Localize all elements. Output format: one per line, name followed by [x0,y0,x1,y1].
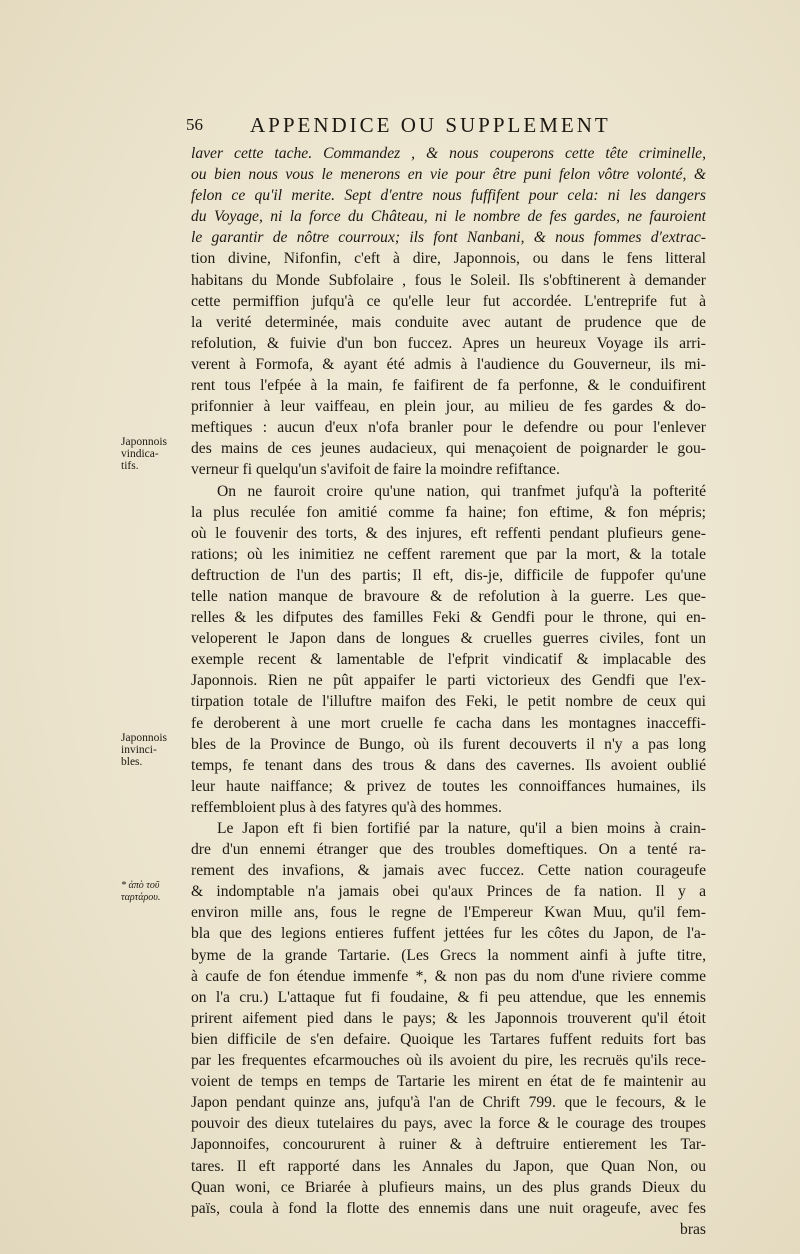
text-line: dre d'un ennemi étranger que des troubles domeftiques. On a tenté ra- [191,841,706,859]
text-line: refolution, & fuivie d'un bon fuccez. Apres un heureux Voyage ils arri- [191,334,706,352]
margin-note-line: Japonnois [121,436,167,448]
text-line: byme de la grande Tartarie. (Les Grecs la nomment ainfi à jufte titre, [191,946,706,964]
margin-note-line: Japonnois [121,732,167,744]
margin-note-footnote [121,880,187,904]
text-line: Japonnoifes, concoururent à ruiner & à deftruire entierement les Tar- [191,1136,706,1154]
text-line: felon ce qu'il merite. Sept d'entre nous fuffifent pour cela: ni les dangers [191,187,706,205]
text-line: bien difficile de s'en defaire. Quoique les Tartares fuffent reduits fort bas [191,1030,706,1048]
text-line: telle nation manque de bravoure & de refolution à la guerre. Les que- [191,587,706,605]
page-number: 56 [186,115,203,134]
page-header [186,113,706,139]
text-line: meftiques : aucun d'eux n'ofa branler pour le defendre ou pour l'enlever [191,419,706,437]
text-line: on l'a cru.) L'attaque fut fi foudaine, & fi peu attendue, que les ennemis [191,988,706,1006]
text-line: verent à Formofa, & ayant été admis à l'audience du Gouverneur, ils mi- [191,355,706,373]
text-line: à caufe de fon étendue immenfe *, & non pas du nom d'une riviere comme [191,967,706,985]
margin-note-invincibles [121,732,187,768]
text-line: tion divine, Nifonfin, c'eft à dire, Japonnois, ou dans le fens litteral [191,250,706,268]
text-line: Japon pendant quinze ans, jufqu'à l'an de Chrift 799. que le fecours, & le [191,1094,706,1112]
text-line: pouvoir des dieux tutelaires du pays, avec la force & le courage des troupes [191,1115,706,1133]
text-line: où le fouvenir des torts, & des injures, eft reffenti pendant plufieurs gene- [191,524,706,542]
text-line: le garantir de nôtre courroux; ils font Nanbani, & nous fommes d'extrac- [191,229,706,247]
text-line: la verité determinée, mais conduite avec autant de prudence que de [191,313,706,331]
margin-note-line: invinci- [121,744,157,756]
text-line: ou bien nous vous le menerons en vie pour être puni felon vôtre volonté, & [191,166,706,184]
text-line: On ne fauroit croire qu'une nation, qui tranfmet jufqu'à la pofterité [217,482,706,500]
text-line: veloperent le Japon dans de longues & cruelles guerres civiles, font un [191,630,706,648]
text-line: rations; où les inimitiez ne ceffent rarement que par la mort, & la totale [191,545,706,563]
margin-note-line: * ἀπὸ τοῦ [121,880,160,891]
text-line: verneur fi quelqu'un s'avifoit de faire la moindre refiftance. [191,461,560,479]
text-line: par les frequentes efcarmouches où ils avoient du pire, les recruës qu'ils rece- [191,1052,706,1070]
text-line: des mains de ces jeunes audacieux, qui menaçoient de poignarder le gou- [191,440,706,458]
margin-note-vindicatifs [121,436,187,472]
text-line: deftruction de l'un des partis; Il eft, dis-je, difficile de fuppofer qu'une [191,566,706,584]
text-line: Le Japon eft fi bien fortifié par la nature, qu'il a bien moins à crain- [217,820,706,837]
running-head: APPENDICE OU SUPPLEMENT [250,113,611,137]
margin-note-line: tifs. [121,460,139,472]
margin-note-line: vindica- [121,448,159,460]
text-line: habitans du Monde Subfolaire , fous le Soleil. Ils s'obftinerent à demander [191,271,706,289]
text-line: tirpation totale de l'illuftre maifon des Feki, le petit nombre de ceux qui [191,693,706,711]
text-line: prirent aifement pied dans le pays; & les Japonnois trouverent qu'il étoit [191,1009,706,1027]
text-line: Japonnois. Rien ne pût appaifer le parti victorieux des Gendfi que l'ex- [191,672,706,690]
text-line: du Voyage, ni la force du Château, ni le nombre de fes gardes, ne fauroient [191,208,706,226]
text-line: relles & les difputes des familles Feki & Gendfi pour le throne, qui en- [191,609,706,627]
text-line: Quan woni, ce Briarée à plufieurs mains, un des plus grands Dieux du [191,1178,706,1196]
text-line: & indomptable n'a jamais obei qu'aux Princes de fa nation. Il y a [191,883,706,901]
margin-note-line: bles. [121,756,143,768]
catchword: bras [680,1220,706,1238]
text-line: voient de temps en temps de Tartarie les mirent en état de fe maintenir au [191,1073,706,1091]
body-text [191,143,706,1240]
text-line: rent tous l'efpée à la main, fe faifirent de fa perfonne, & le conduifirent [191,377,706,395]
text-line: bles de la Province de Bungo, où ils furent decouverts il n'y a pas long [191,735,706,753]
text-line: bla que des legions entieres fuffent jettées fur les côtes du Japon, de l'a- [191,925,706,943]
text-line: environ mille ans, fous le regne de l'Empereur Kwan Muu, qu'il fem- [191,904,706,922]
text-line: laver cette tache. Commandez , & nous couperons cette tête criminelle, [191,145,706,162]
text-line: exemple recent & lamentable de l'efprit vindicatif & implacable des [191,651,706,669]
text-line: la plus reculée fon amitié comme fa haine; fon eftime, & fon mépris; [191,503,706,521]
text-line: païs, coula à fond la flotte des ennemis dans une nuit orageufe, avec fes [191,1199,706,1217]
text-line: reffembloient plus à des fatyres qu'à des hommes. [191,798,502,816]
text-line: cette permiffion jufqu'à ce qu'elle leur fut accordée. L'entreprife fut à [191,292,706,310]
text-line: rement des invafions, & jamais avec fuccez. Cette nation courageufe [191,862,706,880]
margin-note-line: ταρτάρου. [121,892,161,903]
text-line: fe deroberent à une mort cruelle fe cacha dans les montagnes inacceffi- [191,714,706,732]
text-line: leur haute naiffance; & privez de toutes les connoiffances humaines, ils [191,777,706,795]
text-line: prifonnier à leur vaiffeau, en plein jour, au milieu de fes gardes & do- [191,398,706,416]
text-line: temps, fe tenant dans des trous & dans des cavernes. Ils avoient oublié [191,756,706,774]
text-line: tares. Il eft rapporté dans les Annales du Japon, que Quan Non, ou [191,1157,706,1175]
